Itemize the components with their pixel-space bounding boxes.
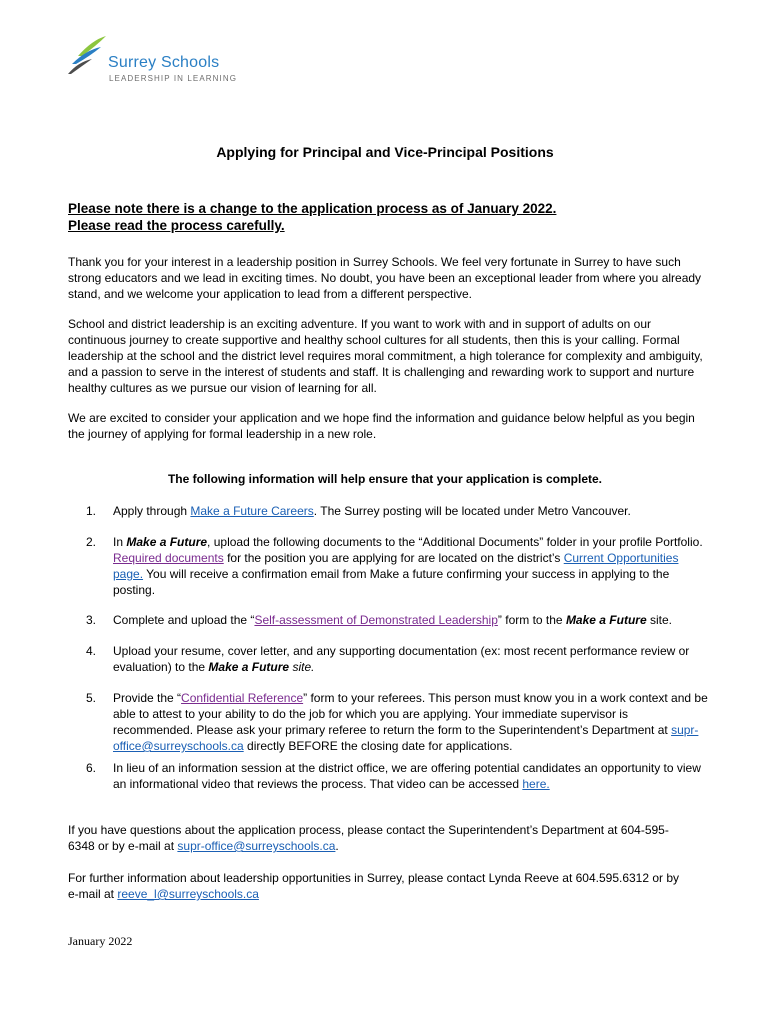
process-change-notice [68,200,556,234]
notice-line-1: Please note there is a change to the application process as of January 2022. [68,201,557,216]
step-text [113,503,708,519]
make-a-future-careers-link[interactable]: Make a Future Careers [190,504,314,518]
step-text-part: site. [289,660,315,674]
intro-paragraph: Thank you for your interest in a leadership position in Surrey Schools. We feel very fortunate in Surrey to have such strong educators and we lead in exciting times. No doubt, you have been an exceptional leader from where you already stand, and we welcome your application to lead from a different perspective. [68,255,702,301]
step-text-part: In lieu of an information session at the district office, we are offering potential candidates an opportunity to view an informational video that reviews the process. That video can be accessed [113,761,701,791]
step-number: 6. [86,761,97,775]
step-text [113,690,708,754]
step-text-part: directly BEFORE the closing date for applications. [243,739,513,753]
step-text-part: ” form to the [497,613,566,627]
make-a-future-emphasis: Make a Future [208,660,290,674]
process-questions-contact [68,822,688,854]
confidential-reference-link[interactable]: Confidential Reference [181,691,304,705]
step-text-part: Complete and upload the “ [113,613,255,627]
step-text-part: , upload the following documents to the “Additional Documents” folder in your profile Portfolio. [207,535,703,549]
self-assessment-link[interactable]: Self-assessment of Demonstrated Leadership [254,613,498,627]
make-a-future-emphasis: Make a Future [565,613,647,627]
swoosh-logo-icon [68,34,108,80]
step-text [113,612,708,628]
contact-text: For further information about leadership opportunities in Surrey, please contact Lynda Reeve at 604.595.6312 or by e-mail at [68,871,680,901]
step-text [113,534,708,598]
footer-date: January 2022 [68,934,133,948]
logo-name: Surrey Schools [108,54,220,71]
make-a-future-emphasis: Make a Future [126,535,208,549]
step-number: 1. [86,504,97,518]
step-number: 5. [86,691,97,705]
leadership-info-contact [68,870,688,902]
step-text [113,643,708,675]
step-number: 3. [86,613,97,627]
step-number: 2. [86,535,97,549]
leadership-paragraph: School and district leadership is an exciting adventure. If you want to work with and in support of adults on our continuous journey to create supportive and healthy school cultures for all students, then this is your calling. Formal leadership at the school and the district level requires moral commitment, a high tolerance for complexity and ambiguity, and a passion to serve in the interest of students and staff. It is challenging and rewarding work to support and nurture healthy cultures as we pursue our vision of learning for all. [68,317,703,395]
page-title: Applying for Principal and Vice-Principal Positions [216,144,554,160]
step-text-part: You will receive a confirmation email from Make a future confirming your success in applying to the posting. [113,567,670,597]
step-text-part: site. [646,613,672,627]
supr-office-email-link[interactable]: supr-office@surreyschools.ca [177,839,336,853]
step-text-part: Provide the “ [113,691,182,705]
current-opportunities-link[interactable]: Current Opportunities page. [113,551,679,581]
steps-heading: The following information will help ensure that your application is complete. [167,472,603,486]
reeve-email-link[interactable]: reeve_l@surreyschools.ca [117,887,259,901]
step-number: 4. [86,644,97,658]
contact-text: . [335,839,339,853]
supr-office-email-link[interactable]: supr-office@surreyschools.ca [113,723,699,753]
step-text-part: In [113,535,127,549]
required-documents-link[interactable]: Required documents [113,551,224,565]
contact-text: If you have questions about the application process, please contact the Superintendent’s Department at 604-595-6348 or by e-mail at [68,823,669,853]
notice-line-2: Please read the process carefully. [68,218,285,233]
guidance-paragraph: We are excited to consider your application and we hope find the information and guidance below helpful as you begin the journey of applying for formal leadership in a new role. [68,411,695,441]
logo-tagline: LEADERSHIP IN LEARNING [109,74,238,83]
step-text-part: Upload your resume, cover letter, and any supporting documentation (ex: most recent performance review or evaluation) to the [113,644,690,674]
step-text [113,760,708,792]
video-here-link[interactable]: here. [522,777,550,791]
step-text-part: for the position you are applying for are located on the district’s [223,551,564,565]
surrey-schools-logo [68,34,258,90]
step-text-part: Apply through [113,504,191,518]
step-text-part: ” form to your referees. This person must know you in a work context and be able to attest to your ability to do the job for which you are applying. Your immediate supervisor is recommended. Please ask your primary referee to return the form to the Superintendent’s Department at [113,691,708,737]
step-text-part: . The Surrey posting will be located under Metro Vancouver. [313,504,631,518]
